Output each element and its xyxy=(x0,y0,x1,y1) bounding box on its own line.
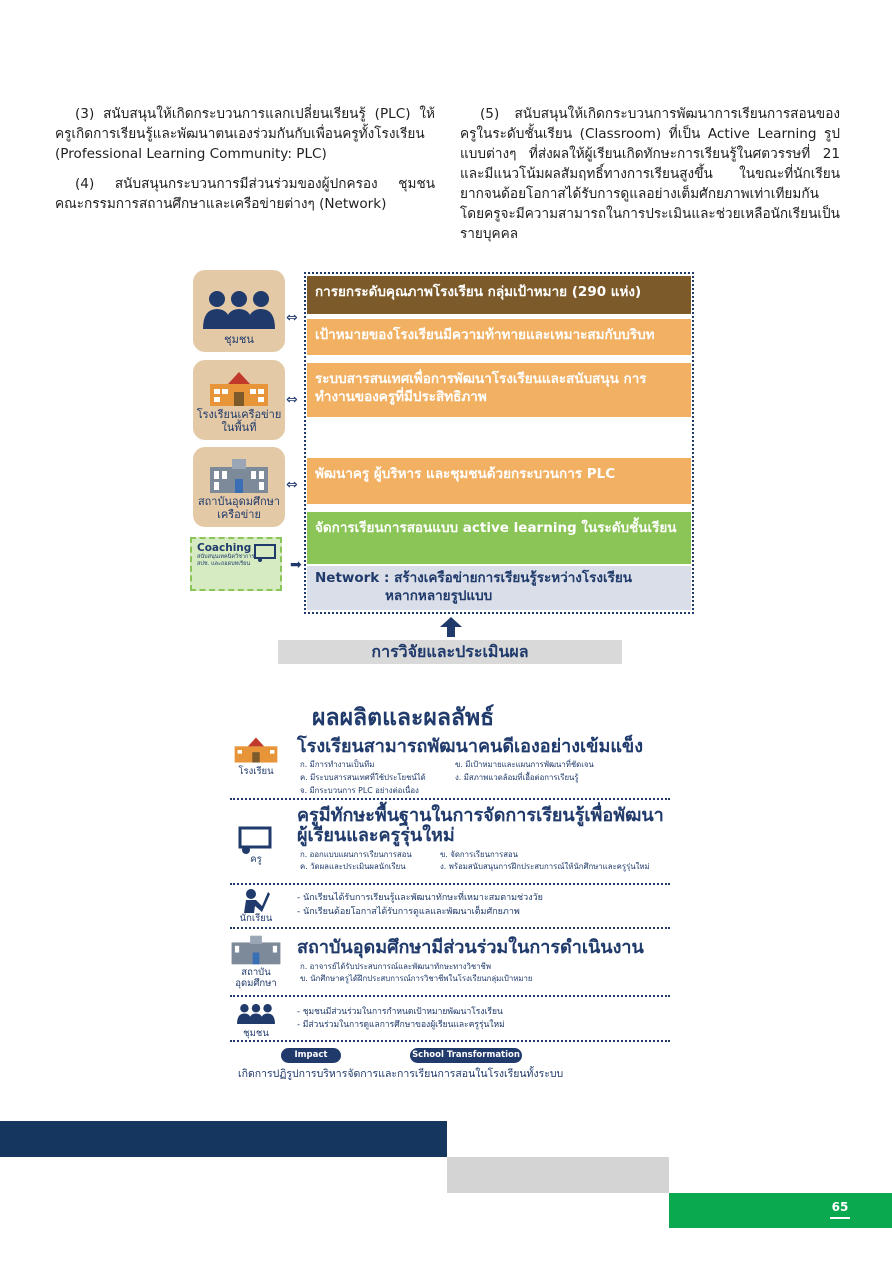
teacher-heading-line1: ครูมีทักษะพื้นฐานในการจัดการเรียนรู้เพื่อพัฒนา xyxy=(297,805,664,826)
page-number-underline xyxy=(830,1217,850,1219)
right-text-column xyxy=(460,104,840,254)
left-text-column xyxy=(55,104,435,224)
network-line-1: Network : สร้างเครือข่ายการเรียนรู้ระหว่างโรงเรียน xyxy=(315,570,632,586)
teacher-item-c: ค. วัดผลและประเมินผลนักเรียน xyxy=(300,862,406,871)
coaching-subtitle: สนับสนุนเทคนิควิชาการ สปช. และถอดบทเรียน xyxy=(197,554,255,567)
school-heading: โรงเรียนสามารถพัฒนาคนดีเองอย่างเข้มแข็ง xyxy=(297,736,644,757)
bar-information-system: ระบบสารสนเทศเพื่อการพัฒนาโรงเรียนและสนับสนุน การทำงานของครูที่มีประสิทธิภาพ xyxy=(307,363,691,417)
community-box xyxy=(193,270,285,352)
page-number: 65 xyxy=(831,1200,849,1214)
research-evaluation-bar: การวิจัยและประเมินผล xyxy=(278,640,622,664)
community-item-1: - ชุมชนมีส่วนร่วมในการกำหนดเป้าหมายพัฒนาโรงเรียน xyxy=(297,1007,503,1017)
paragraph-5: (5) สนับสนุนให้เกิดกระบวนการพัฒนาการเรียนการสอนของครูในระดับชั้นเรียน (Classroom) ที่เป็น Active Learning รูปแบบต่างๆ ที่ส่งผลให้ผู้เรียนเกิดทักษะการเรียนรู้ในศตวรรษที่ 21 และมีแนวโน้มผลสัมฤทธิ์ทางการเรียนสูงขึ้น ในขณะที่นักเรียนยากจนด้อยโอกาสได้รับการดูแลอย่างเต็มศักยภาพเท่าเทียมกัน โดยครูจะมีความสามารถในการประเมินและช่วยเหลือนักเรียนเป็นรายบุคคล xyxy=(460,106,840,242)
university-label: สถาบันอุดมศึกษา เครือข่าย xyxy=(197,495,281,521)
network-school-label: โรงเรียนเครือข่าย ในพื้นที่ xyxy=(196,408,282,434)
teacher-label: ครู xyxy=(250,854,262,865)
school-item-d: ง. มีสภาพแวดล้อมที่เอื้อต่อการเรียนรู้ xyxy=(455,773,579,782)
divider xyxy=(230,995,670,997)
school-building-icon xyxy=(208,370,270,408)
double-arrow-icon: ⇔ xyxy=(286,477,298,493)
right-arrow-icon: ➡ xyxy=(290,557,302,573)
school-item-e: จ. มีกระบวนการ PLC อย่างต่อเนื่อง xyxy=(300,786,419,795)
paragraph-3: (3) สนับสนุนให้เกิดกระบวนการแลกเปลี่ยนเรียนรู้ (PLC) ให้ครูเกิดการเรียนรู้และพัฒนาตนเองร่วมกันกับเพื่อนครูทั้งโรงเรียน (Professional Learning Community: PLC) xyxy=(55,106,435,162)
student-item-1: - นักเรียนได้รับการเรียนรู้และพัฒนาทักษะที่เหมาะสมตามช่วงวัย xyxy=(297,893,543,903)
network-line-2: หลากหลายรูปแบบ xyxy=(385,588,493,604)
bar-active-learning: จัดการเรียนการสอนแบบ active learning ในระดับชั้นเรียน xyxy=(307,512,691,564)
school-building-icon xyxy=(232,736,280,764)
people-group-icon xyxy=(201,289,277,331)
divider xyxy=(230,927,670,929)
bar-school-goals: เป้าหมายของโรงเรียนมีความท้าทายและเหมาะสมกับบริบท xyxy=(307,319,691,355)
divider xyxy=(230,883,670,885)
coaching-title: Coaching xyxy=(197,542,252,554)
teacher-item-d: ง. พร้อมสนับสนุนการฝึกประสบการณ์ให้นักศึกษาและครูรุ่นใหม่ xyxy=(440,862,650,871)
university-box xyxy=(193,447,285,527)
university-building-icon xyxy=(208,457,270,495)
teacher-item-a: ก. ออกแบบแผนการเรียนการสอน xyxy=(300,850,412,859)
people-group-icon xyxy=(236,1002,276,1026)
university-item-b: ข. นักศึกษาครูได้ฝึกประสบการณ์การวิชาชีพในโรงเรียนกลุ่มเป้าหมาย xyxy=(300,974,533,983)
double-arrow-icon: ⇔ xyxy=(286,392,298,408)
student-label: นักเรียน xyxy=(239,913,273,924)
university-output-label: สถาบัน อุดมศึกษา xyxy=(235,967,277,989)
school-transformation-pill: School Transformation xyxy=(410,1048,522,1063)
presentation-board-icon xyxy=(254,544,278,562)
community-item-2: - มีส่วนร่วมในการดูแลการศึกษาของผู้เรียนและครูรุ่นใหม่ xyxy=(297,1020,505,1030)
up-arrow-icon xyxy=(440,617,462,637)
impact-text: เกิดการปฏิรูปการบริหารจัดการและการเรียนการสอนในโรงเรียนทั้งระบบ xyxy=(238,1068,564,1080)
bar-plc-development: พัฒนาครู ผู้บริหาร และชุมชนด้วยกระบวนการ PLC xyxy=(307,458,691,504)
paragraph-4: (4) สนับสนุนกระบวนการมีส่วนร่วมของผู้ปกครอง ชุมชน คณะกรรมการสถานศึกษาและเครือข่ายต่างๆ (Network) xyxy=(55,176,435,212)
divider xyxy=(230,1040,670,1042)
footer-navy-bar xyxy=(0,1121,447,1157)
bar-network xyxy=(307,566,691,610)
university-heading: สถาบันอุดมศึกษามีส่วนร่วมในการดำเนินงาน xyxy=(297,937,644,958)
student-item-2: - นักเรียนด้อยโอกาสได้รับการดูแลและพัฒนาเต็มศักยภาพ xyxy=(297,907,520,917)
bar-quality-upgrade: การยกระดับคุณภาพโรงเรียน กลุ่มเป้าหมาย (290 แห่ง) xyxy=(307,276,691,314)
double-arrow-icon: ⇔ xyxy=(286,310,298,326)
divider xyxy=(230,798,670,800)
footer-green-bar xyxy=(669,1193,892,1228)
university-item-a: ก. อาจารย์ได้รับประสบการณ์และพัฒนาทักษะทางวิชาชีพ xyxy=(300,962,491,971)
teacher-heading-line2: ผู้เรียนและครูรุ่นใหม่ xyxy=(297,825,455,846)
teacher-board-icon xyxy=(238,826,274,854)
student-icon xyxy=(242,888,270,914)
footer-gray-bar xyxy=(447,1157,669,1193)
impact-pill: Impact xyxy=(281,1048,341,1063)
school-item-c: ค. มีระบบสารสนเทศที่ใช้ประโยชน์ได้ xyxy=(300,773,426,782)
community-label: ชุมชน xyxy=(224,333,254,346)
community-output-label: ชุมชน xyxy=(243,1028,269,1039)
network-school-box xyxy=(193,360,285,440)
school-item-b: ข. มีเป้าหมายและแผนการพัฒนาที่ชัดเจน xyxy=(455,760,594,769)
school-label: โรงเรียน xyxy=(238,766,274,777)
university-building-icon xyxy=(229,934,283,966)
teacher-item-b: ข. จัดการเรียนการสอน xyxy=(440,850,519,859)
outputs-title: ผลผลิตและผลลัพธ์ xyxy=(312,705,495,731)
school-item-a: ก. มีการทำงานเป็นทีม xyxy=(300,760,375,769)
coaching-box xyxy=(190,537,282,591)
